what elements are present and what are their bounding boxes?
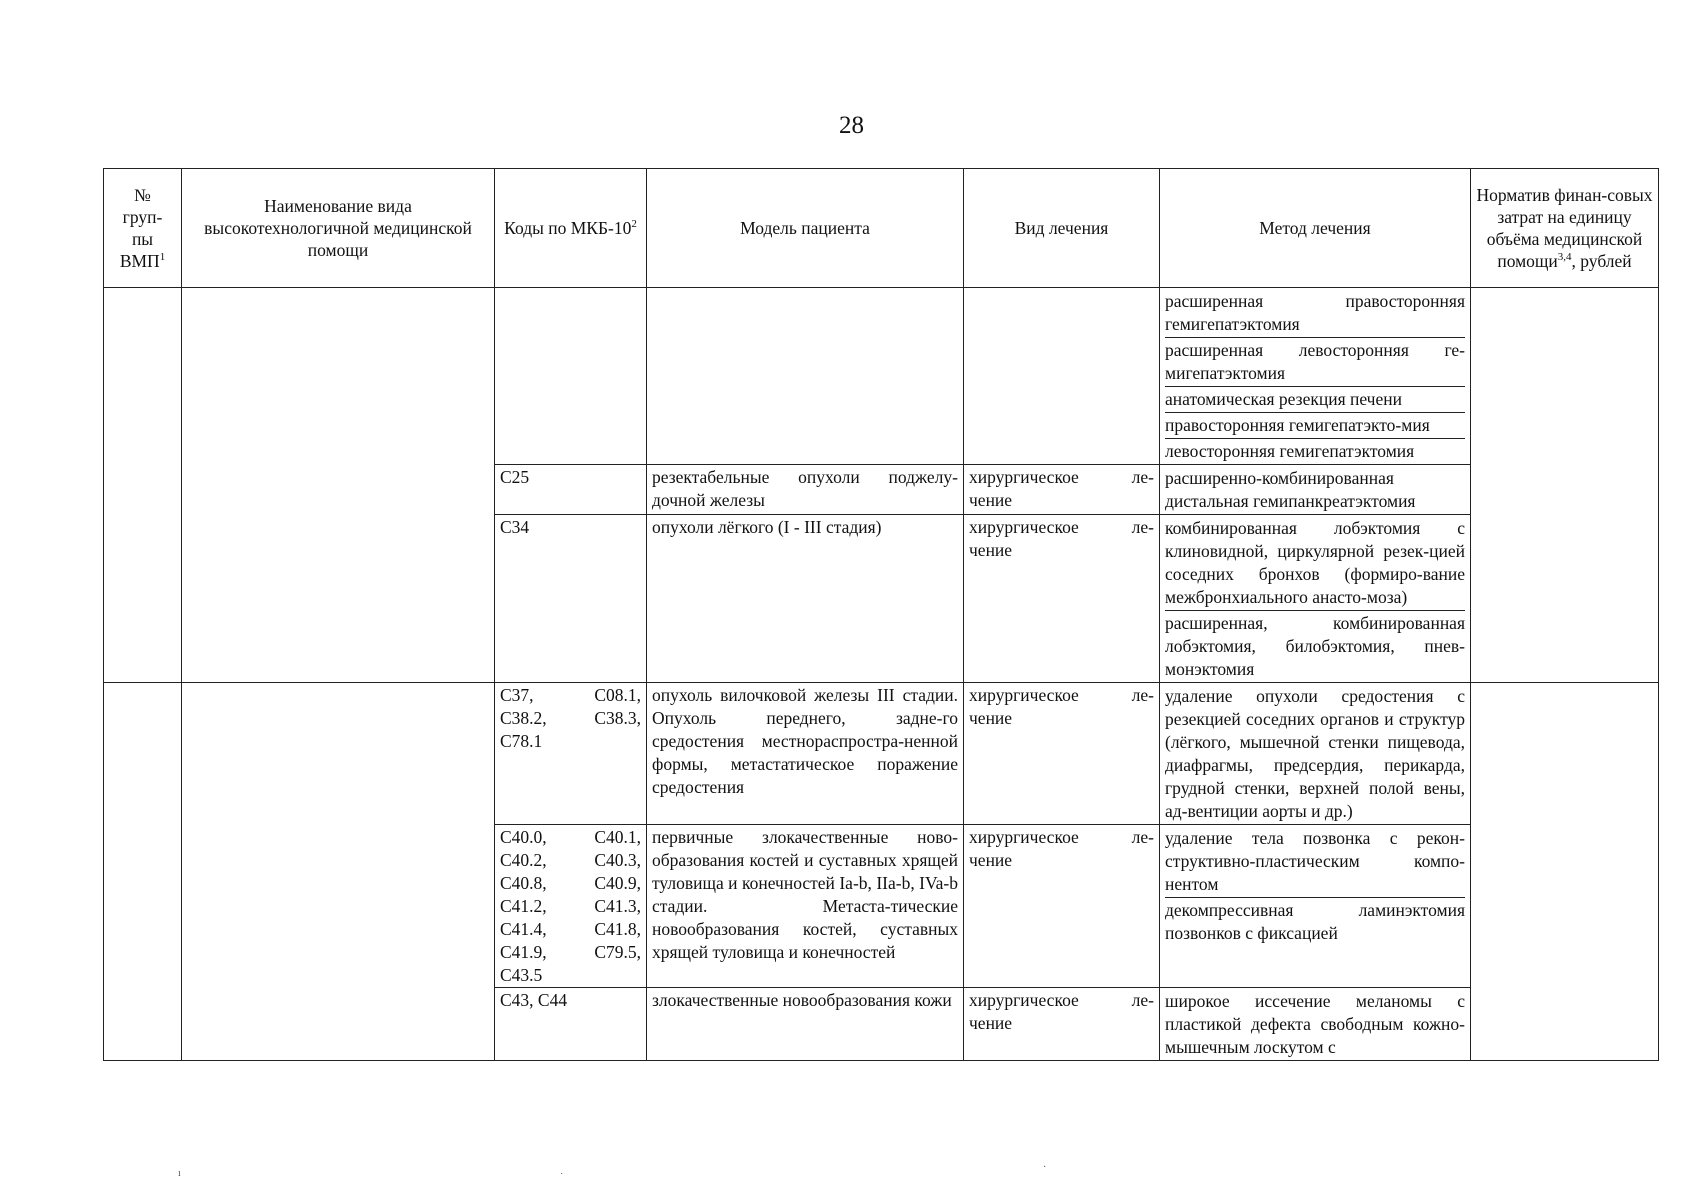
method-item: удаление опухоли средостения с резекцией соседних органов и структур (лёгкого, мышечной стенки пищевода, диафрагмы, предсердия, перикарда, грудной стенки, верхней полой вены, ад-вентиции аорты и др.) bbox=[1165, 686, 1465, 821]
header-treatment-method: Метод лечения bbox=[1160, 169, 1471, 288]
codes-cell: C25 bbox=[495, 465, 647, 515]
scan-speck: ı bbox=[178, 1168, 181, 1179]
treatment-cell: хирургическое ле- чение bbox=[964, 465, 1160, 515]
model-cell: первичные злокачественные ново-образования костей и суставных хрящей туловища и конечностей Ia-b, IIa-b, IVa-b стадии. Метаста-тические новообразования костей, суставных хрящей туловища и конечностей bbox=[647, 825, 964, 988]
treatment-cell: хирургическое ле- чение bbox=[964, 515, 1160, 683]
treatment-cell: хирургическое ле- чение bbox=[964, 988, 1160, 1061]
method-item: анатомическая резекция печени bbox=[1165, 387, 1465, 413]
method-cell bbox=[1160, 683, 1471, 825]
codes-cell bbox=[495, 825, 647, 988]
model-cell: резектабельные опухоли поджелу-дочной железы bbox=[647, 465, 964, 515]
scan-speck: ˙ bbox=[560, 1172, 564, 1183]
model-cell: злокачественные новообразования кожи bbox=[647, 988, 964, 1061]
code-list: C40.0, C40.1, C40.2, C40.3, C40.8, C40.9, C41.2, C41.3, C41.4, C41.8, C41.9, C79.5, C43.5 bbox=[500, 827, 641, 985]
method-cell bbox=[1160, 988, 1471, 1061]
name-cell bbox=[182, 683, 495, 1061]
method-item: удаление тела позвонка с рекон-структивно-пластическим компо-нентом bbox=[1165, 826, 1465, 898]
codes-cell bbox=[495, 683, 647, 825]
method-cell bbox=[1160, 465, 1471, 515]
codes-cell: C43, C44 bbox=[495, 988, 647, 1061]
table-row bbox=[104, 288, 1659, 465]
method-item: левосторонняя гемигепатэктомия bbox=[1165, 441, 1415, 461]
model-cell: опухоли лёгкого (I - III стадия) bbox=[647, 515, 964, 683]
method-item: широкое иссечение меланомы с пластикой дефекта свободным кожно-мышечным лоскутом с bbox=[1165, 991, 1465, 1057]
method-cell bbox=[1160, 515, 1471, 683]
model-cell bbox=[647, 288, 964, 465]
code-list: C37, C08.1, C38.2, C38.3, C78.1 bbox=[500, 685, 641, 751]
method-cell bbox=[1160, 825, 1471, 988]
treatment-cell: хирургическое ле- чение bbox=[964, 683, 1160, 825]
vmp-table bbox=[103, 168, 1659, 1061]
group-no-cell bbox=[104, 288, 182, 683]
cost-cell bbox=[1471, 288, 1659, 683]
codes-cell bbox=[495, 288, 647, 465]
method-item: декомпрессивная ламинэктомия позвонков с фиксацией bbox=[1165, 900, 1465, 943]
method-item: правосторонняя гемигепатэкто-мия bbox=[1165, 413, 1465, 439]
codes-cell: C34 bbox=[495, 515, 647, 683]
model-cell: опухоль вилочковой железы III стадии. Опухоль переднего, задне-го средостения местнораспростра-ненной формы, метастатическое поражение средостения bbox=[647, 683, 964, 825]
method-item: комбинированная лобэктомия с клиновидной, циркулярной резек-цией соседних бронхов (формиро-вание межбронхиального анасто-моза) bbox=[1165, 516, 1465, 611]
header-name: Наименование вида высокотехнологичной медицинской помощи bbox=[182, 169, 495, 288]
cost-cell bbox=[1471, 683, 1659, 1061]
group-no-cell bbox=[104, 683, 182, 1061]
method-item: расширенная левосторонняя ге-мигепатэктомия bbox=[1165, 338, 1465, 387]
page-number: 28 bbox=[839, 112, 864, 139]
header-row bbox=[104, 169, 1659, 288]
method-item: расширенно-комбинированная дистальная гемипанкреатэктомия bbox=[1165, 468, 1416, 511]
table-row bbox=[104, 683, 1659, 825]
name-cell bbox=[182, 288, 495, 683]
header-patient-model: Модель пациента bbox=[647, 169, 964, 288]
treatment-cell: хирургическое ле- чение bbox=[964, 825, 1160, 988]
header-treatment-type: Вид лечения bbox=[964, 169, 1160, 288]
scan-speck: · bbox=[1043, 1162, 1047, 1173]
method-item: расширенная, комбинированная лобэктомия, билобэктомия, пнев-монэктомия bbox=[1165, 613, 1465, 679]
method-item: расширенная правосторонняя гемигепатэктомия bbox=[1165, 289, 1465, 338]
header-group-no: № груп- пы ВМП$^1$ bbox=[104, 169, 182, 288]
treatment-cell bbox=[964, 288, 1160, 465]
method-cell bbox=[1160, 288, 1471, 465]
header-codes: Коды по МКБ-$10^2$ bbox=[495, 169, 647, 288]
header-cost: Норматив финан-совых затрат на единицу объёма медицинской помощи$^{3,4}$, рублей bbox=[1471, 169, 1659, 288]
